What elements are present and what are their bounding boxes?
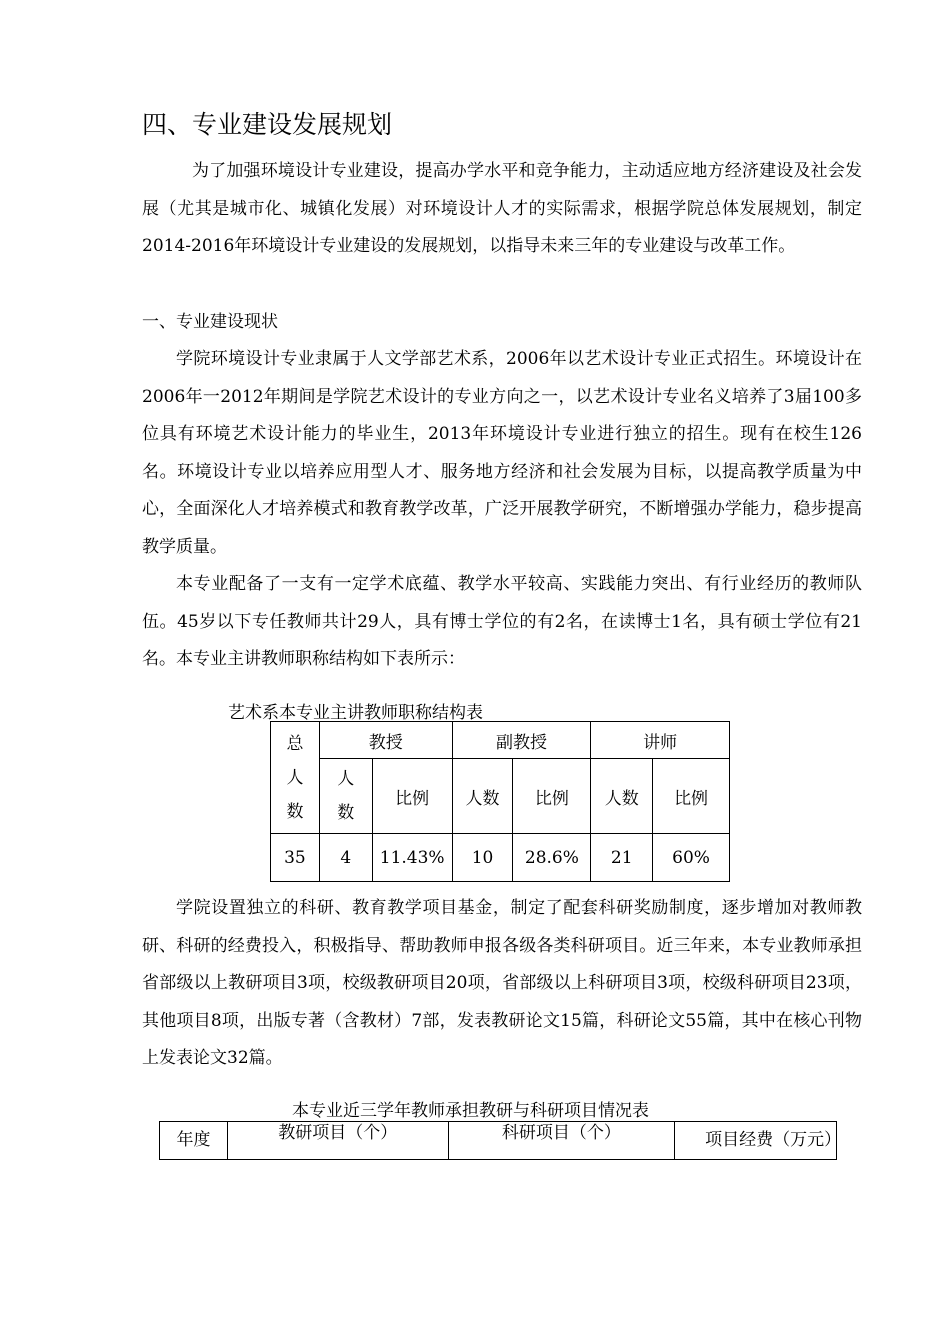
lect-count-value: 21	[591, 834, 653, 882]
assoc-ratio-header: 比例	[513, 759, 591, 834]
title-structure-table	[270, 721, 730, 882]
assoc-ratio-value: 28.6%	[513, 834, 591, 882]
prof-ratio-header: 比例	[372, 759, 452, 834]
teaching-project-header: 教研项目（个）	[227, 1122, 448, 1160]
faculty-paragraph: 本专业配备了一支有一定学术底蕴、教学水平较高、实践能力突出、有行业经历的教师队伍。45岁以下专任教师共计29人，具有博士学位的有2名，在读博士1名，具有硕士学位有21名。本专业主讲教师职称结构如下表所示：	[142, 574, 862, 669]
prof-count-header-cell	[319, 759, 372, 834]
table2-caption: 本专业近三学年教师承担教研与科研项目情况表	[292, 1101, 649, 1121]
status-paragraph: 学院环境设计专业隶属于人文学部艺术系，2006年以艺术设计专业正式招生。环境设计在2006年一2012年期间是学院艺术设计的专业方向之一，以艺术设计专业名义培养了3届100多位具有环境艺术设计能力的毕业生，2013年环境设计专业进行独立的招生。现有在校生126名。环境设计专业以培养应用型人才、服务地方经济和社会发展为目标，以提高教学质量为中心，全面深化人才培养模式和教育教学改革，广泛开展教学研究，不断增强办学能力，稳步提高教学质量。	[142, 349, 862, 557]
funding-header: 项目经费（万元）	[675, 1122, 837, 1160]
intro-paragraph: 为了加强环境设计专业建设，提高办学水平和竞争能力，主动适应地方经济建设及社会发展（尤其是城市化、城镇化发展）对环境设计人才的实际需求，根据学院总体发展规划，制定2014-2016年环境设计专业建设的发展规划，以指导未来三年的专业建设与改革工作。	[142, 161, 862, 256]
table1-caption: 艺术系本专业主讲教师职称结构表	[228, 703, 483, 723]
assoc-count-value: 10	[452, 834, 513, 882]
section-title: 一、专业建设现状	[142, 312, 278, 332]
lect-header: 讲师	[591, 722, 730, 759]
prof-count-value: 4	[319, 834, 372, 882]
prof-header: 教授	[319, 722, 452, 759]
lect-ratio-header: 比例	[653, 759, 730, 834]
total-value: 35	[271, 834, 320, 882]
prof-count-header: 人数	[337, 769, 355, 823]
lect-ratio-value: 60%	[653, 834, 730, 882]
research-project-header: 科研项目（个）	[448, 1122, 675, 1160]
assoc-count-header: 人数	[452, 759, 513, 834]
prof-ratio-value: 11.43%	[372, 834, 452, 882]
total-header-cell	[271, 722, 320, 834]
lect-count-header: 人数	[591, 759, 653, 834]
total-header: 总人数	[286, 733, 304, 822]
year-header: 年度	[160, 1122, 228, 1160]
assoc-header: 副教授	[452, 722, 591, 759]
research-paragraph: 学院设置独立的科研、教育教学项目基金，制定了配套科研奖励制度，逐步增加对教师教研、科研的经费投入，积极指导、帮助教师申报各级各类科研项目。近三年来，本专业教师承担省部级以上教研项目3项，校级教研项目20项，省部级以上科研项目3项，校级科研项目23项，其他项目8项，出版专著（含教材）7部，发表教研论文15篇，科研论文55篇，其中在核心刊物上发表论文32篇。	[142, 898, 862, 1068]
research-projects-table	[159, 1121, 842, 1160]
page-heading: 四、专业建设发展规划	[142, 110, 393, 139]
